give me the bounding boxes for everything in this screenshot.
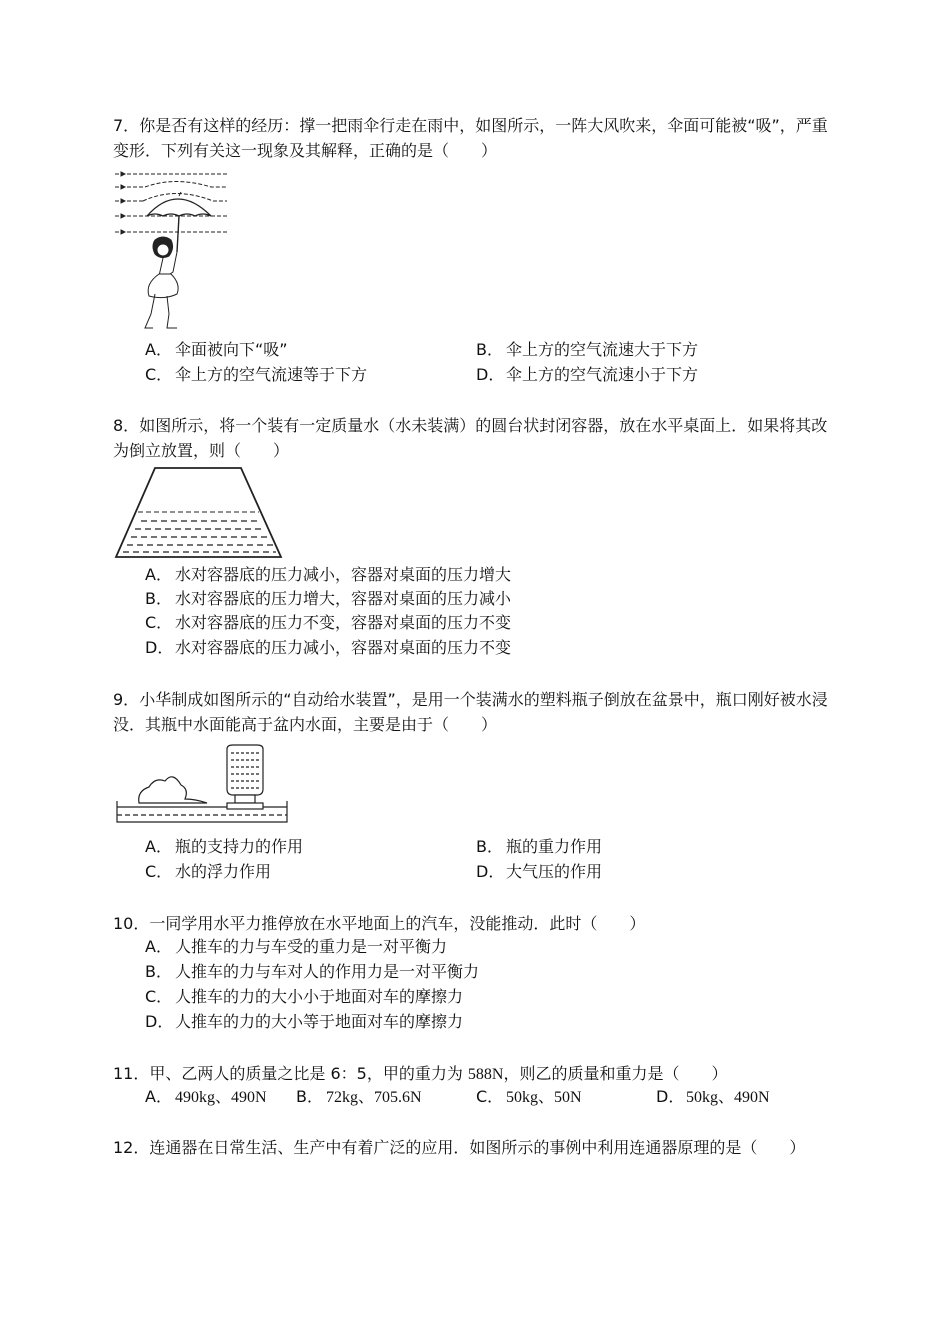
question-9-option-d[interactable] bbox=[476, 861, 602, 883]
question-9 bbox=[113, 687, 833, 737]
option-label: C． bbox=[145, 365, 173, 384]
option-label: A． bbox=[145, 1087, 172, 1106]
question-10-number: 10． bbox=[113, 914, 150, 933]
option-label: D． bbox=[656, 1087, 685, 1106]
question-8 bbox=[113, 413, 833, 463]
question-12-stem bbox=[113, 1135, 833, 1160]
option-text: 人推车的力与车对人的作用力是一对平衡力 bbox=[175, 962, 480, 981]
option-label: A． bbox=[145, 837, 172, 856]
auto-watering-device-figure bbox=[115, 745, 290, 825]
question-11-option-c[interactable] bbox=[476, 1086, 582, 1109]
option-text: 瓶的支持力的作用 bbox=[175, 837, 304, 856]
option-text: 水对容器底的压力减小，容器对桌面的压力增大 bbox=[175, 565, 512, 584]
option-label: B． bbox=[145, 589, 172, 608]
option-text: 伞上方的空气流速大于下方 bbox=[506, 340, 699, 359]
option-text: 人推车的力与车受的重力是一对平衡力 bbox=[175, 937, 448, 956]
question-12 bbox=[113, 1135, 833, 1160]
option-text: 伞面被向下“吸” bbox=[175, 340, 288, 359]
umbrella-figure bbox=[115, 168, 235, 333]
question-8-option-c[interactable] bbox=[145, 612, 511, 634]
option-label: C． bbox=[476, 1087, 504, 1106]
option-label: C． bbox=[145, 613, 173, 632]
question-8-stem bbox=[113, 413, 833, 463]
question-7-number: 7． bbox=[113, 116, 140, 135]
question-8-option-a[interactable] bbox=[145, 564, 511, 586]
option-text: 瓶的重力作用 bbox=[506, 837, 603, 856]
question-9-stem bbox=[113, 687, 833, 737]
question-11-option-a[interactable] bbox=[145, 1086, 267, 1109]
question-9-text: 小华制成如图所示的“自动给水装置”，是用一个装满水的塑料瓶子倒放在盆景中，瓶口刚好被水浸没．其瓶中水面能高于盆内水面，主要是由于（ ） bbox=[113, 690, 828, 734]
question-11-weight-value: 588N bbox=[467, 1066, 504, 1083]
option-text: 伞上方的空气流速等于下方 bbox=[175, 365, 368, 384]
question-8-number: 8． bbox=[113, 416, 140, 435]
option-text: 水的浮力作用 bbox=[175, 862, 272, 881]
option-text: 人推车的力的大小等于地面对车的摩擦力 bbox=[175, 1012, 464, 1031]
option-label: B． bbox=[296, 1087, 323, 1106]
option-label: C． bbox=[145, 862, 173, 881]
question-9-number: 9． bbox=[113, 690, 140, 709]
question-11-text-a: 甲、乙两人的质量之比是 6：5，甲的重力为 bbox=[149, 1064, 468, 1083]
option-label: D． bbox=[145, 638, 174, 657]
question-8-option-b[interactable] bbox=[145, 588, 511, 610]
option-text: 水对容器底的压力增大，容器对桌面的压力减小 bbox=[175, 589, 512, 608]
option-label: A． bbox=[145, 340, 172, 359]
question-9-option-a[interactable] bbox=[145, 836, 303, 858]
question-10-option-d[interactable] bbox=[145, 1011, 463, 1033]
option-text: 人推车的力的大小小于地面对车的摩擦力 bbox=[175, 987, 464, 1006]
option-text: 72kg、705.6N bbox=[326, 1089, 422, 1106]
option-label: B． bbox=[476, 837, 503, 856]
option-text: 伞上方的空气流速小于下方 bbox=[506, 365, 699, 384]
question-11-option-d[interactable] bbox=[656, 1086, 770, 1109]
question-7-option-c[interactable] bbox=[145, 364, 367, 386]
option-text: 大气压的作用 bbox=[506, 862, 603, 881]
question-11-text-c: ，则乙的质量和重力是（ ） bbox=[503, 1064, 728, 1083]
option-label: D． bbox=[476, 862, 505, 881]
option-label: B． bbox=[476, 340, 503, 359]
option-label: A． bbox=[145, 937, 172, 956]
question-10-option-c[interactable] bbox=[145, 986, 463, 1008]
question-9-option-c[interactable] bbox=[145, 861, 271, 883]
question-11-option-b[interactable] bbox=[296, 1086, 422, 1109]
question-7-stem bbox=[113, 113, 833, 163]
option-label: C． bbox=[145, 987, 173, 1006]
question-11-number: 11． bbox=[113, 1064, 150, 1083]
question-7-text: 你是否有这样的经历：撑一把雨伞行走在雨中，如图所示，一阵大风吹来，伞面可能被“吸”，严重变形．下列有关这一现象及其解释，正确的是（ ） bbox=[113, 116, 828, 160]
question-8-option-d[interactable] bbox=[145, 637, 511, 659]
option-text: 水对容器底的压力不变，容器对桌面的压力不变 bbox=[175, 613, 512, 632]
question-9-option-b[interactable] bbox=[476, 836, 602, 858]
question-10-text: 一同学用水平力推停放在水平地面上的汽车，没能推动．此时（ ） bbox=[149, 914, 646, 933]
option-text: 50kg、50N bbox=[506, 1089, 582, 1106]
option-label: A． bbox=[145, 565, 172, 584]
option-label: B． bbox=[145, 962, 172, 981]
option-label: D． bbox=[145, 1012, 174, 1031]
question-11 bbox=[113, 1061, 833, 1087]
question-10-option-b[interactable] bbox=[145, 961, 479, 983]
question-7-option-b[interactable] bbox=[476, 339, 698, 361]
option-text: 490kg、490N bbox=[175, 1089, 267, 1106]
question-11-stem bbox=[113, 1061, 833, 1087]
question-8-text: 如图所示，将一个装有一定质量水（水未装满）的圆台状封闭容器，放在水平桌面上．如果将其改为倒立放置，则（ ） bbox=[113, 416, 828, 460]
question-10-stem bbox=[113, 911, 833, 936]
question-7-option-a[interactable] bbox=[145, 339, 288, 361]
question-10-option-a[interactable] bbox=[145, 936, 447, 958]
frustum-container-figure bbox=[113, 465, 285, 560]
question-7-option-d[interactable] bbox=[476, 364, 698, 386]
question-10 bbox=[113, 911, 833, 936]
question-12-text: 连通器在日常生活、生产中有着广泛的应用．如图所示的事例中利用连通器原理的是（ ） bbox=[149, 1138, 806, 1157]
option-text: 水对容器底的压力减小，容器对桌面的压力不变 bbox=[175, 638, 512, 657]
option-label: D． bbox=[476, 365, 505, 384]
option-text: 50kg、490N bbox=[686, 1089, 770, 1106]
question-12-number: 12． bbox=[113, 1138, 150, 1157]
question-7 bbox=[113, 113, 833, 163]
